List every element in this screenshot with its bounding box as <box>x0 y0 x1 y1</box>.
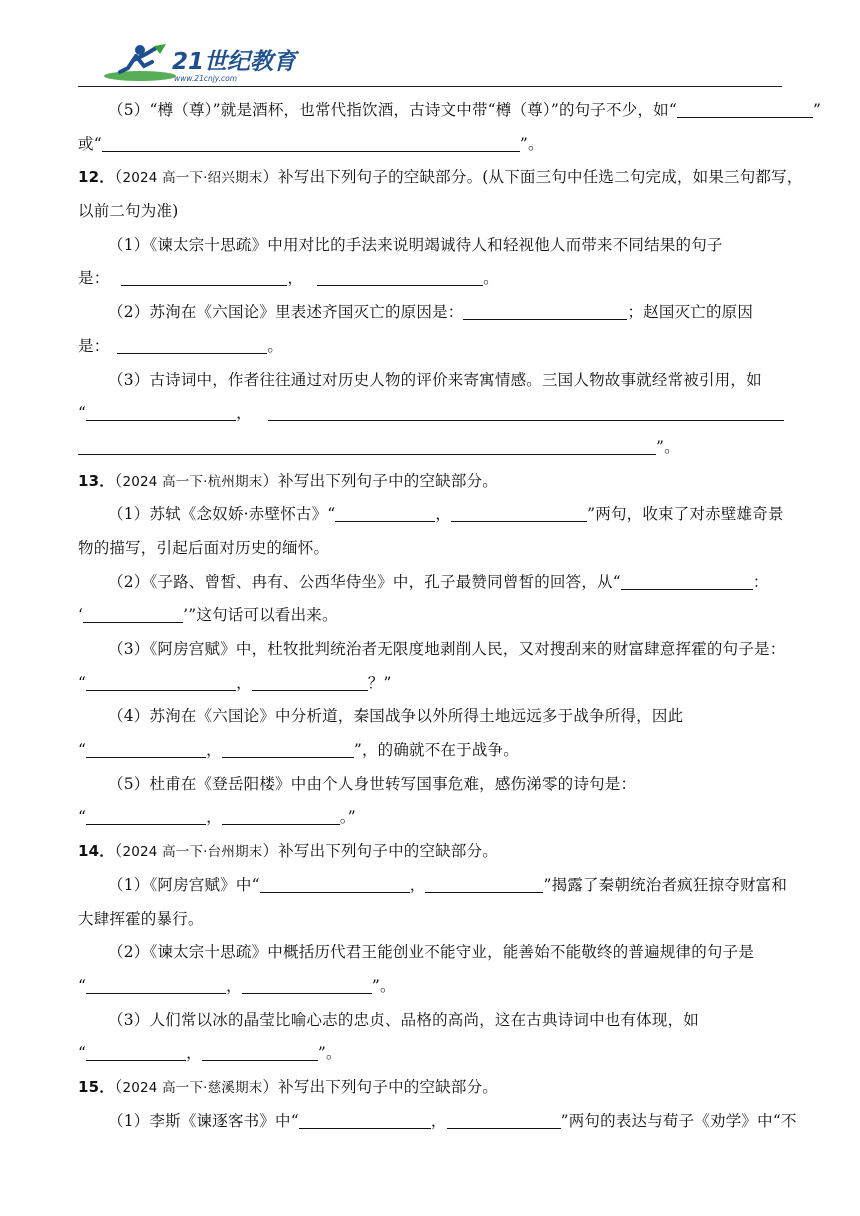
text-line: （3）古诗词中，作者往往通过对历史人物的评价来寄寓情感。三国人物故事就经常被引用，如 <box>108 370 762 389</box>
text-line: （1）《谏太宗十思疏》中用对比的手法来说明竭诚待人和轻视他人而带来不同结果的句子 <box>108 235 723 254</box>
question-14-heading: 14．（2024 高一下·台州期末）补写出下列句子中的空缺部分。 <box>78 842 498 861</box>
answer-blank[interactable] <box>83 606 183 623</box>
text-line: （2）苏洵在《六国论》里表述齐国灭亡的原因是： ；赵国灭亡的原因 <box>108 303 754 322</box>
text-line: （3）人们常以冰的晶莹比喻心志的忠贞、品格的高尚，这在古典诗词中也有体现，如 <box>108 1010 699 1029</box>
answer-blank[interactable] <box>447 1112 561 1129</box>
answer-blank[interactable] <box>451 505 587 522</box>
answer-blank[interactable] <box>86 977 226 994</box>
answer-blank[interactable] <box>425 876 543 893</box>
answer-blank[interactable] <box>117 337 267 354</box>
text-line: （5）“樽（尊）”就是酒杯，也常代指饮酒，古诗文中带“樽（尊）”的句子不少，如“ ” <box>108 101 822 119</box>
answer-blank[interactable] <box>299 1112 431 1129</box>
text-line: 是： 。 <box>78 336 284 355</box>
text-line: （1）李斯《谏逐客书》中“ ， ”两句的表达与荀子《劝学》中“不 <box>108 1111 797 1130</box>
answer-blank[interactable] <box>242 977 372 994</box>
question-13-heading: 13．（2024 高一下·杭州期末）补写出下列句子中的空缺部分。 <box>78 471 498 490</box>
answer-blank[interactable] <box>260 876 410 893</box>
text-line: （4）苏洵在《六国论》中分析道，秦国战争以外所得土地远远多于战争所得，因此 <box>108 707 684 726</box>
text-line: “ ， ”，的确就不在于战争。 <box>78 741 519 760</box>
text-line: 以前二句为准) <box>78 202 179 221</box>
answer-blank[interactable] <box>86 674 236 691</box>
text-line: （2）《谏太宗十思疏》中概括历代君王能创业不能守业，能善始不能敬终的普遍规律的句子是 <box>108 943 755 962</box>
question-15-heading: 15．（2024 高一下·慈溪期末）补写出下列句子中的空缺部分。 <box>78 1077 498 1096</box>
document-body <box>78 94 822 1138</box>
text-line: ”。 <box>78 431 782 465</box>
text-line: 物的描写，引起后面对历史的缅怀。 <box>78 538 330 557</box>
answer-blank[interactable] <box>202 1044 318 1061</box>
logo-text: 21世纪教育 <box>172 49 297 75</box>
answer-blank[interactable] <box>102 135 520 152</box>
21cnjy-logo <box>100 42 297 84</box>
text-line: “ ， ”。 <box>78 1044 342 1063</box>
answer-blank[interactable] <box>86 404 236 421</box>
text-line: “ ， <box>78 397 782 431</box>
text-line: “ ， ？” <box>78 673 392 692</box>
text-line: （1）《阿房宫赋》中“ ， ”揭露了秦朝统治者疯狂掠夺财富和 <box>108 875 788 894</box>
text-line: 大肆挥霍的暴行。 <box>78 909 204 928</box>
answer-blank[interactable] <box>222 808 340 825</box>
answer-blank[interactable] <box>86 1044 186 1061</box>
answer-blank[interactable] <box>78 438 656 455</box>
answer-blank[interactable] <box>463 303 627 320</box>
answer-blank[interactable] <box>86 741 206 758</box>
answer-blank[interactable] <box>121 269 287 286</box>
question-12-heading: 12．（2024 高一下·绍兴期末）补写出下列句子的空缺部分。(从下面三句中任选二句完成，如果三句都写， <box>78 168 803 187</box>
text-line: 或“ ”。 <box>78 134 544 153</box>
answer-blank[interactable] <box>317 269 483 286</box>
answer-blank[interactable] <box>268 404 784 421</box>
text-line: （3）《阿房宫赋》中，杜牧批判统治者无限度地剥削人民，又对搜刮来的财富肆意挥霍的句子是： <box>108 640 786 658</box>
text-line: “ ， ”。 <box>78 976 396 995</box>
text-line: 是： ， 。 <box>78 269 499 288</box>
text-line: ‘ ’”这句话可以看出来。 <box>78 606 338 625</box>
page-header <box>78 38 782 86</box>
text-line: （1）苏轼《念奴娇·赤壁怀古》“ ， ”两句，收束了对赤壁雄奇景 <box>108 505 784 524</box>
answer-blank[interactable] <box>335 505 435 522</box>
header-divider <box>78 86 782 87</box>
answer-blank[interactable] <box>621 573 753 590</box>
logo-url: www.21cnjy.com <box>174 74 238 83</box>
answer-blank[interactable] <box>252 674 368 691</box>
text-line: （2）《子路、曾皙、冉有、公西华侍坐》中，孔子最赞同曾皙的回答，从“ ： <box>108 572 769 591</box>
answer-blank[interactable] <box>677 101 813 118</box>
text-line: （5）杜甫在《登岳阳楼》中由个人身世转写国事危难，感伤涕零的诗句是： <box>108 774 637 793</box>
answer-blank[interactable] <box>86 808 206 825</box>
text-line: “ ， 。” <box>78 808 356 827</box>
answer-blank[interactable] <box>222 741 354 758</box>
